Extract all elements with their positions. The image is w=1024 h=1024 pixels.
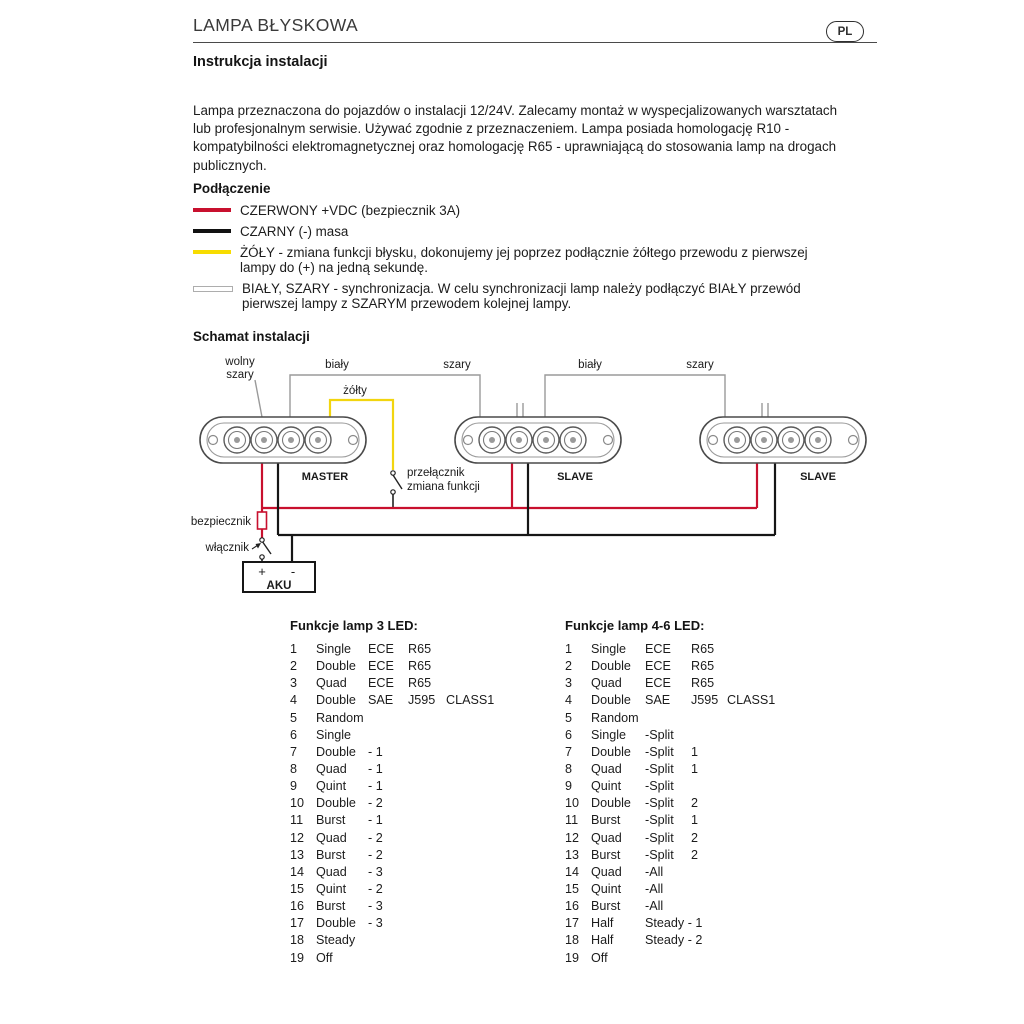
function-col2: -Split xyxy=(645,847,674,862)
function-number: 9 xyxy=(565,779,573,794)
function-col3 xyxy=(408,762,446,779)
function-row xyxy=(290,693,494,710)
fuse-symbol xyxy=(258,512,267,529)
function-number: 10 xyxy=(290,796,305,811)
function-col4: CLASS1 xyxy=(727,693,776,708)
function-number: 2 xyxy=(565,659,573,674)
function-col3 xyxy=(691,779,727,796)
function-row xyxy=(290,951,494,968)
function-col3: 1 xyxy=(691,761,699,776)
function-name: Double xyxy=(591,796,631,811)
function-row xyxy=(565,676,775,693)
function-switch-symbol xyxy=(391,471,402,508)
legend-row-yellow xyxy=(193,245,855,276)
function-name: Random xyxy=(316,710,364,725)
function-number: 3 xyxy=(565,676,573,691)
function-col2: - 3 xyxy=(368,899,383,914)
function-col3: R65 xyxy=(691,642,715,656)
function-col3 xyxy=(691,882,727,899)
function-row xyxy=(290,916,494,933)
function-col2: ECE xyxy=(368,659,394,674)
function-row xyxy=(290,933,494,950)
function-name: Quad xyxy=(591,830,622,845)
function-row xyxy=(290,813,494,830)
function-col3: R65 xyxy=(408,676,432,691)
section-heading-instrukcja: Instrukcja instalacji xyxy=(193,54,328,70)
function-col2: ECE xyxy=(645,676,671,691)
legend-label: CZERWONY +VDC (bezpiecznik 3A) xyxy=(240,203,461,218)
function-col2: -Split xyxy=(645,779,674,794)
function-name: Double xyxy=(591,659,631,674)
lamp-master xyxy=(200,417,366,463)
label-master: MASTER xyxy=(301,471,349,483)
red-wire-swatch xyxy=(193,208,231,212)
functions-46led-heading: Funkcje lamp 4-6 LED: xyxy=(565,618,705,633)
function-row xyxy=(290,711,494,728)
function-col3: 2 xyxy=(691,847,699,862)
function-row xyxy=(565,848,775,865)
function-col2: ECE xyxy=(368,676,394,691)
function-col3: R65 xyxy=(408,642,432,656)
function-name: Quint xyxy=(316,779,347,794)
function-col3 xyxy=(408,865,446,882)
function-col2: SAE xyxy=(645,693,671,708)
function-row xyxy=(565,711,775,728)
function-col3: 2 xyxy=(691,796,699,811)
header-divider xyxy=(193,42,877,43)
function-number: 7 xyxy=(565,744,573,759)
function-col2: -Split xyxy=(645,761,674,776)
function-row xyxy=(565,916,775,933)
function-row xyxy=(565,762,775,779)
function-col2: -Split xyxy=(645,796,674,811)
function-col2: -All xyxy=(645,881,664,896)
function-col2: Steady - 1 xyxy=(645,916,703,931)
function-number: 1 xyxy=(290,642,298,656)
function-row xyxy=(290,865,494,882)
function-name: Quad xyxy=(591,676,622,691)
functions-3led-heading: Funkcje lamp 3 LED: xyxy=(290,618,418,633)
installation-diagram xyxy=(185,348,885,608)
function-col3 xyxy=(408,933,446,950)
function-name: Half xyxy=(591,916,614,931)
label-bezpiecznik: bezpiecznik xyxy=(190,516,251,528)
function-number: 12 xyxy=(565,830,580,845)
function-row xyxy=(565,899,775,916)
function-number: 18 xyxy=(290,933,305,948)
function-name: Quad xyxy=(316,830,347,845)
function-name: Double xyxy=(316,796,356,811)
function-number: 10 xyxy=(565,796,580,811)
function-col3 xyxy=(691,951,727,968)
label-slave-1: SLAVE xyxy=(557,471,593,483)
function-col2: -Split xyxy=(645,727,674,742)
function-row xyxy=(565,659,775,676)
section-heading-schemat: Schamat instalacji xyxy=(193,329,310,344)
function-col2 xyxy=(368,933,408,950)
function-col3 xyxy=(691,865,727,882)
function-col3 xyxy=(691,711,727,728)
legend-label: ŻÓŁY - zmiana funkcji błysku, dokonujemy jej poprzez podłącznie żółtego przewodu z pierwszej lampy do (+) na jedną sekundę. xyxy=(240,244,808,275)
label-szary-2: szary xyxy=(443,359,471,371)
function-col2: - 2 xyxy=(368,796,383,811)
function-row xyxy=(290,642,494,659)
function-row xyxy=(290,676,494,693)
function-col2: - 1 xyxy=(368,813,383,828)
function-row xyxy=(565,693,775,710)
function-row xyxy=(290,762,494,779)
function-col2 xyxy=(368,951,408,968)
label-wlacznik: włącznik xyxy=(205,542,249,554)
function-name: Half xyxy=(591,933,614,948)
function-col3 xyxy=(408,711,446,728)
label-zolty: żółty xyxy=(343,385,367,397)
function-name: Random xyxy=(591,710,639,725)
function-name: Quad xyxy=(316,864,347,879)
function-row xyxy=(565,796,775,813)
function-row xyxy=(565,865,775,882)
function-number: 15 xyxy=(290,881,305,896)
function-number: 17 xyxy=(290,916,305,931)
function-col3: J595 xyxy=(408,693,436,708)
legend-row-black xyxy=(193,224,855,239)
function-number: 13 xyxy=(290,847,305,862)
function-number: 6 xyxy=(290,727,298,742)
function-number: 9 xyxy=(290,779,298,794)
function-col2: -Split xyxy=(645,813,674,828)
function-col2: SAE xyxy=(368,693,394,708)
function-col3 xyxy=(408,745,446,762)
function-number: 3 xyxy=(290,676,298,691)
function-col2: -Split xyxy=(645,830,674,845)
function-row xyxy=(290,796,494,813)
function-number: 2 xyxy=(290,659,298,674)
function-number: 16 xyxy=(565,899,580,914)
function-name: Double xyxy=(591,693,631,708)
function-col3 xyxy=(408,882,446,899)
function-name: Burst xyxy=(591,813,621,828)
function-col3 xyxy=(408,951,446,968)
function-name: Burst xyxy=(591,899,621,914)
function-col3 xyxy=(408,916,446,933)
function-name: Burst xyxy=(316,813,346,828)
function-name: Double xyxy=(316,744,356,759)
label-szary-free: szary xyxy=(226,369,254,381)
battery-minus-label: - xyxy=(290,564,296,579)
label-bialy-1: biały xyxy=(325,359,349,371)
functions-3led-rows xyxy=(290,642,494,968)
label-szary-3: szary xyxy=(686,359,714,371)
wlacznik-pointer-arrow xyxy=(252,543,261,549)
function-number: 12 xyxy=(290,830,305,845)
label-przelacznik-line2: zmiana funkcji xyxy=(407,481,480,493)
function-col2 xyxy=(645,711,691,728)
function-name: Single xyxy=(591,727,627,742)
function-col2: ECE xyxy=(645,642,671,656)
label-slave-2: SLAVE xyxy=(800,471,836,483)
function-row xyxy=(290,882,494,899)
function-col3: R65 xyxy=(691,676,715,691)
function-row xyxy=(565,933,775,950)
legend-label: BIAŁY, SZARY - synchronizacja. W celu synchronizacji lamp należy podłączyć BIAŁY przewód pierwszej lampy z SZARYM przewodem kolejnej lampy. xyxy=(242,280,801,311)
function-name: Off xyxy=(591,950,608,965)
function-number: 19 xyxy=(290,950,305,965)
legend-label: CZARNY (-) masa xyxy=(240,223,349,239)
function-row xyxy=(290,831,494,848)
function-col2: - 2 xyxy=(368,847,383,862)
label-wolny: wolny xyxy=(225,356,255,368)
function-row xyxy=(290,659,494,676)
function-name: Quad xyxy=(316,761,347,776)
function-row xyxy=(565,813,775,830)
function-col3: R65 xyxy=(408,659,432,674)
black-ground-wires xyxy=(278,463,775,562)
function-col2: - 1 xyxy=(368,744,383,759)
function-row xyxy=(290,728,494,745)
function-number: 16 xyxy=(290,899,305,914)
function-col2: ECE xyxy=(645,659,671,674)
function-col2: ECE xyxy=(368,642,394,656)
function-name: Burst xyxy=(316,847,346,862)
function-number: 13 xyxy=(565,847,580,862)
function-number: 14 xyxy=(290,864,305,879)
function-name: Quad xyxy=(591,864,622,879)
function-col3: J595 xyxy=(691,693,719,708)
function-name: Double xyxy=(316,916,356,931)
function-col2: -All xyxy=(645,864,664,879)
function-row xyxy=(565,779,775,796)
legend-row-white-gray xyxy=(193,281,855,312)
function-col2: - 3 xyxy=(368,864,383,879)
function-number: 17 xyxy=(565,916,580,931)
functions-3led-list xyxy=(290,618,494,968)
function-col3 xyxy=(408,899,446,916)
function-row xyxy=(290,848,494,865)
function-row xyxy=(565,642,775,659)
function-number: 5 xyxy=(290,710,298,725)
intro-paragraph: Lampa przeznaczona do pojazdów o instalacji 12/24V. Zalecamy montaż w wyspecjalizowanych warsztatach lub profesjonalnym serwisie. Używać zgodnie z przeznaczeniem. Lampa posiada homologację R10 - kompatybilności elektromagnetycznej oraz homologację R65 - uprawniającą do stosowania lamp na drogach publicznych. xyxy=(193,103,838,173)
function-name: Quint xyxy=(591,779,622,794)
function-col3 xyxy=(691,899,727,916)
black-wire-swatch xyxy=(193,229,231,233)
function-row xyxy=(290,899,494,916)
function-name: Double xyxy=(316,659,356,674)
lamp-slave-2 xyxy=(700,417,866,463)
function-row xyxy=(565,745,775,762)
function-name: Quint xyxy=(591,881,622,896)
lamp-slave-1 xyxy=(455,417,621,463)
section-heading-podlaczenie: Podłączenie xyxy=(193,181,271,196)
yellow-wire-swatch xyxy=(193,250,231,254)
function-col2: Steady - 2 xyxy=(645,933,703,948)
function-col3 xyxy=(408,813,446,830)
wire-legend xyxy=(193,203,855,317)
function-row xyxy=(290,745,494,762)
language-badge: PL xyxy=(826,21,864,42)
function-number: 11 xyxy=(290,813,304,828)
page-title: LAMPA BŁYSKOWA xyxy=(193,15,359,35)
label-przelacznik-line1: przełącznik xyxy=(407,467,465,479)
functions-46led-rows xyxy=(565,642,775,968)
function-number: 4 xyxy=(565,693,573,708)
function-row xyxy=(290,779,494,796)
function-col2 xyxy=(368,711,408,728)
function-number: 15 xyxy=(565,881,580,896)
function-name: Single xyxy=(316,727,352,742)
function-col3: 1 xyxy=(691,744,699,759)
function-number: 14 xyxy=(565,864,580,879)
function-name: Double xyxy=(591,744,631,759)
power-switch-symbol xyxy=(260,538,271,562)
function-col2: - 1 xyxy=(368,761,383,776)
function-col2: - 2 xyxy=(368,830,383,845)
gray-sync-wires xyxy=(255,375,768,417)
function-col3: 2 xyxy=(691,830,699,845)
function-col2 xyxy=(368,728,408,745)
function-col3 xyxy=(691,916,727,933)
functions-46led-list xyxy=(565,618,775,968)
function-name: Single xyxy=(316,642,352,656)
function-row xyxy=(565,951,775,968)
label-bialy-2: biały xyxy=(578,359,602,371)
function-name: Quint xyxy=(316,881,347,896)
function-col3 xyxy=(691,728,727,745)
function-col3: R65 xyxy=(691,659,715,674)
function-col2: - 2 xyxy=(368,881,383,896)
legend-row-red xyxy=(193,203,855,218)
function-name: Burst xyxy=(591,847,621,862)
function-name: Double xyxy=(316,693,356,708)
function-row xyxy=(565,831,775,848)
function-number: 1 xyxy=(565,642,573,656)
function-number: 4 xyxy=(290,693,298,708)
function-col3 xyxy=(691,933,727,950)
function-col4: CLASS1 xyxy=(446,693,495,708)
function-col2: - 1 xyxy=(368,779,383,794)
function-number: 19 xyxy=(565,950,580,965)
white-gray-wire-swatch xyxy=(193,286,233,292)
battery-aku-label: AKU xyxy=(266,580,292,592)
function-number: 11 xyxy=(565,813,579,828)
function-name: Quad xyxy=(591,761,622,776)
function-number: 8 xyxy=(290,761,298,776)
function-col3 xyxy=(408,831,446,848)
function-number: 5 xyxy=(565,710,573,725)
function-name: Single xyxy=(591,642,627,656)
function-col3 xyxy=(408,796,446,813)
function-col2: - 3 xyxy=(368,916,383,931)
function-col2: -Split xyxy=(645,744,674,759)
function-number: 6 xyxy=(565,727,573,742)
function-col2: -All xyxy=(645,899,664,914)
function-number: 8 xyxy=(565,761,573,776)
function-col2 xyxy=(645,951,691,968)
function-row xyxy=(565,882,775,899)
function-name: Steady xyxy=(316,933,356,948)
function-col3 xyxy=(408,728,446,745)
function-col3 xyxy=(408,848,446,865)
function-name: Quad xyxy=(316,676,347,691)
function-number: 18 xyxy=(565,933,580,948)
function-number: 7 xyxy=(290,744,298,759)
battery-plus-label: + xyxy=(258,564,266,579)
function-name: Off xyxy=(316,950,333,965)
function-row xyxy=(565,728,775,745)
function-col3 xyxy=(408,779,446,796)
function-name: Burst xyxy=(316,899,346,914)
function-col3: 1 xyxy=(691,813,699,828)
